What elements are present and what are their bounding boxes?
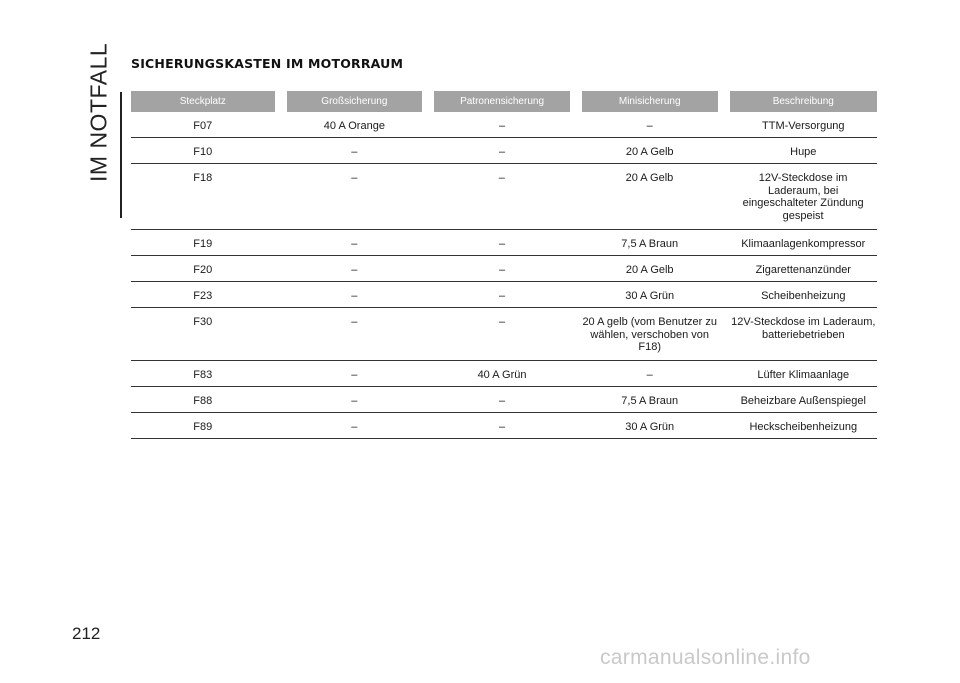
watermark: carmanualsonline.info	[600, 646, 811, 669]
cell-maxi-fuse: –	[351, 238, 358, 250]
cell-description: Heckscheibenheizung	[749, 421, 858, 433]
cell-mini-fuse: 20 A Gelb	[625, 264, 674, 276]
cell-description: 12V-Steckdose im Laderaum, batteriebetrieben	[731, 316, 876, 341]
cell-cartridge-fuse: –	[498, 264, 506, 276]
header-slot: Steckplatz	[131, 91, 275, 112]
header-maxi-fuse: Großsicherung	[287, 91, 423, 112]
cell-mini-fuse: 30 A Grün	[625, 421, 675, 433]
cell-cartridge-fuse: –	[498, 290, 506, 302]
cell-cartridge-fuse: –	[498, 238, 506, 250]
cell-slot: F10	[193, 146, 213, 158]
cell-mini-fuse: 20 A Gelb	[625, 146, 674, 158]
cell-slot: F88	[193, 395, 213, 407]
page-title: SICHERUNGSKASTEN IM MOTORRAUM	[131, 56, 404, 71]
cell-cartridge-fuse: –	[498, 421, 506, 433]
table-row	[131, 361, 877, 387]
cell-maxi-fuse: 40 A Orange	[323, 120, 385, 132]
cell-slot: F89	[193, 421, 213, 433]
section-rule	[120, 92, 122, 218]
cell-slot: F30	[193, 316, 213, 328]
cell-cartridge-fuse: –	[498, 146, 506, 158]
header-mini-fuse: Minisicherung	[582, 91, 718, 112]
cell-description: Lüfter Klimaanlage	[757, 369, 850, 381]
cell-description: Zigarettenanzünder	[755, 264, 851, 276]
cell-slot: F23	[193, 290, 213, 302]
cell-maxi-fuse: –	[351, 264, 358, 276]
cell-slot: F07	[193, 120, 213, 132]
cell-cartridge-fuse: –	[498, 395, 506, 407]
table-row	[131, 282, 877, 308]
cell-maxi-fuse: –	[351, 369, 358, 381]
table-row	[131, 112, 877, 138]
cell-maxi-fuse: –	[351, 146, 358, 158]
table-row	[131, 413, 877, 439]
table-row	[131, 138, 877, 164]
table-header	[131, 91, 877, 112]
fuse-table	[131, 91, 877, 439]
cell-mini-fuse: 7,5 A Braun	[621, 238, 679, 250]
table-row	[131, 387, 877, 413]
section-tab	[79, 42, 123, 186]
cell-slot: F18	[193, 172, 213, 184]
cell-cartridge-fuse: –	[498, 316, 506, 328]
page-number: 212	[72, 624, 101, 643]
table-row	[131, 164, 877, 230]
table-row	[131, 308, 877, 361]
cell-maxi-fuse: –	[351, 421, 358, 433]
header-cartridge-fuse: Patronensicherung	[434, 91, 570, 112]
cell-cartridge-fuse: –	[498, 120, 506, 132]
cell-maxi-fuse: –	[351, 172, 358, 184]
cell-maxi-fuse: –	[351, 395, 358, 407]
cell-description: Hupe	[790, 146, 817, 158]
cell-mini-fuse: 30 A Grün	[625, 290, 675, 302]
cell-mini-fuse: 20 A gelb (vom Benutzer zu wählen, verschoben von F18)	[582, 316, 717, 353]
cell-cartridge-fuse: –	[498, 172, 505, 184]
cell-slot: F83	[193, 369, 213, 381]
header-description: Beschreibung	[730, 91, 877, 112]
cell-description: Scheibenheizung	[761, 290, 846, 302]
table-row	[131, 230, 877, 256]
cell-mini-fuse: 7,5 A Braun	[621, 395, 679, 407]
table-row	[131, 256, 877, 282]
cell-description: Klimaanlagenkompressor	[741, 238, 866, 250]
cell-mini-fuse: 20 A Gelb	[625, 172, 674, 184]
cell-maxi-fuse: –	[351, 316, 358, 328]
cell-slot: F19	[193, 238, 213, 250]
cell-maxi-fuse: –	[351, 290, 358, 302]
cell-mini-fuse: –	[646, 120, 653, 132]
cell-cartridge-fuse: 40 A Grün	[477, 369, 527, 381]
cell-slot: F20	[193, 264, 213, 276]
cell-description: TTM-Versorgung	[762, 120, 845, 132]
cell-mini-fuse: –	[646, 369, 653, 381]
section-label: IM NOTFALL	[85, 42, 112, 182]
cell-description: Beheizbare Außenspiegel	[740, 395, 866, 407]
cell-description: 12V-Steckdose im Laderaum, bei eingeschalteter Zündung gespeist	[742, 172, 864, 222]
